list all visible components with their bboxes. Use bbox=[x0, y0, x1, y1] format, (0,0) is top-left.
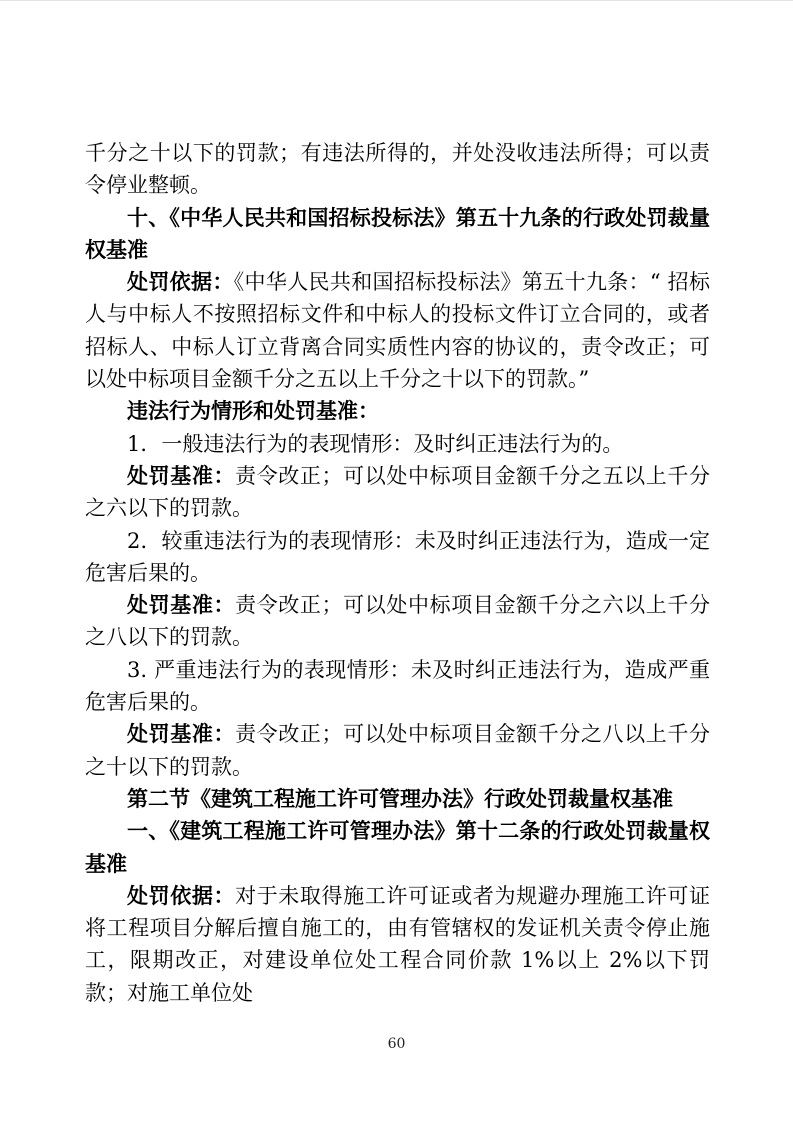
paragraph-penalty-standard-3 bbox=[85, 718, 710, 783]
penalty-standard-label: 处罚基准： bbox=[127, 721, 236, 747]
paragraph-penalty-standard-2 bbox=[85, 589, 710, 654]
penalty-basis-text: 《中华人民共和国招标投标法》第五十九条：“ 招标人与中标人不按照招标文件和中标人的投标文件订立合同的，或者招标人、中标人订立背离合同实质性内容的协议的，责令改正；可以处中标项目金额千分之五以上千分之十以下的罚款。” bbox=[85, 270, 710, 392]
paragraph-moderate-violation: 2．较重违法行为的表现情形：未及时纠正违法行为，造成一定危害后果的。 bbox=[85, 528, 710, 585]
penalty-standard-label: 处罚基准： bbox=[127, 592, 236, 618]
penalty-standard-text: 责令改正；可以处中标项目金额千分之八以上千分之十以下的罚款。 bbox=[85, 722, 710, 779]
paragraph-penalty-basis-1 bbox=[85, 266, 710, 395]
page-number: 60 bbox=[387, 1036, 406, 1052]
heading-section-two: 第二节《建筑工程施工许可管理办法》行政处罚裁量权基准 bbox=[127, 785, 673, 811]
paragraph-carryover: 千分之十以下的罚款；有违法所得的，并处没收违法所得；可以责令停业整顿。 bbox=[85, 141, 710, 198]
heading-item-one: 一、《建筑工程施工许可管理办法》第十二条的行政处罚裁量权基准 bbox=[85, 818, 710, 876]
penalty-standard-text: 责令改正；可以处中标项目金额千分之六以上千分之八以下的罚款。 bbox=[85, 593, 710, 650]
penalty-basis-label: 处罚依据： bbox=[127, 269, 234, 295]
paragraph-severe-violation: 3. 严重违法行为的表现情形：未及时纠正违法行为，造成严重危害后果的。 bbox=[85, 657, 710, 715]
penalty-basis-label: 处罚依据： bbox=[127, 882, 236, 908]
heading-item-ten: 十、《中华人民共和国招标投标法》第五十九条的行政处罚裁量权基准 bbox=[85, 204, 710, 262]
paragraph-penalty-basis-2 bbox=[85, 880, 710, 1009]
penalty-basis-text: 对于未取得施工许可证或者为规避办理施工许可证将工程项目分解后擅自施工的，由有管辖权的发证机关责令停止施工，限期改正，对建设单位处工程合同价款 1%以上 2%以下罚款；对施工单位处 bbox=[85, 883, 710, 1005]
paragraph-general-violation: 1．一般违法行为的表现情形：及时纠正违法行为的。 bbox=[127, 431, 624, 456]
heading-violation-situations: 违法行为情形和处罚基准： bbox=[127, 398, 379, 424]
penalty-standard-label: 处罚基准： bbox=[127, 462, 236, 488]
paragraph-penalty-standard-1 bbox=[85, 460, 710, 525]
penalty-standard-text: 责令改正；可以处中标项目金额千分之五以上千分之六以下的罚款。 bbox=[85, 463, 710, 521]
